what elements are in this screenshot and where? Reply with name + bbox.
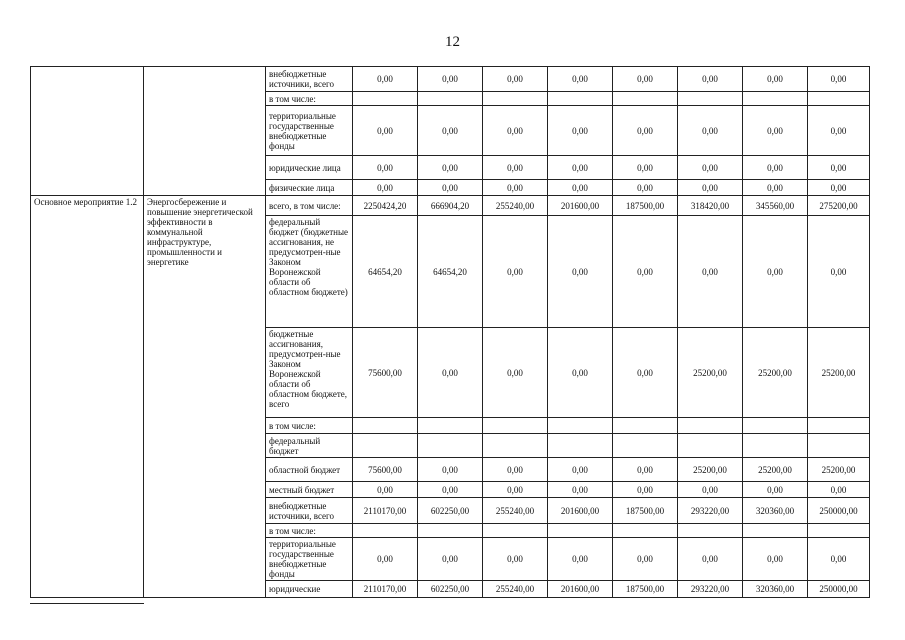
value-cell: 64654,20 xyxy=(418,216,483,328)
value-cell: 275200,00 xyxy=(808,196,870,216)
row-label: территориальные государственные внебюджетные фонды xyxy=(266,106,353,156)
value-cell: 0,00 xyxy=(613,538,678,581)
value-cell xyxy=(613,434,678,458)
value-cell: 255240,00 xyxy=(483,196,548,216)
value-cell: 0,00 xyxy=(353,156,418,180)
value-cell: 0,00 xyxy=(418,458,483,482)
value-cell: 0,00 xyxy=(548,482,613,498)
value-cell: 0,00 xyxy=(483,106,548,156)
value-cell: 0,00 xyxy=(353,106,418,156)
value-cell xyxy=(483,418,548,434)
value-cell: 25200,00 xyxy=(743,458,808,482)
value-cell: 0,00 xyxy=(678,538,743,581)
row-label: бюджетные ассигнования, предусмотрен-ные Законом Воронежской области об областном бюджете, всего xyxy=(266,328,353,418)
value-cell: 75600,00 xyxy=(353,458,418,482)
value-cell: 0,00 xyxy=(678,482,743,498)
value-cell: 0,00 xyxy=(613,106,678,156)
value-cell xyxy=(418,418,483,434)
row-label: всего, в том числе: xyxy=(266,196,353,216)
value-cell xyxy=(353,524,418,538)
value-cell: 201600,00 xyxy=(548,581,613,598)
value-cell: 0,00 xyxy=(743,67,808,92)
value-cell xyxy=(548,418,613,434)
value-cell: 187500,00 xyxy=(613,498,678,524)
value-cell: 0,00 xyxy=(548,180,613,196)
value-cell: 201600,00 xyxy=(548,196,613,216)
value-cell: 25200,00 xyxy=(808,328,870,418)
value-cell: 0,00 xyxy=(808,67,870,92)
value-cell: 64654,20 xyxy=(353,216,418,328)
value-cell: 0,00 xyxy=(483,216,548,328)
value-cell xyxy=(808,92,870,106)
value-cell: 0,00 xyxy=(548,156,613,180)
row-label: в том числе: xyxy=(266,418,353,434)
value-cell: 0,00 xyxy=(418,482,483,498)
value-cell: 0,00 xyxy=(613,216,678,328)
row-label: федеральный бюджет (бюджетные ассигнования, не предусмотрен-ные Законом Воронежской области об областном бюджете) xyxy=(266,216,353,328)
value-cell: 0,00 xyxy=(353,67,418,92)
value-cell: 0,00 xyxy=(678,156,743,180)
row-label: местный бюджет xyxy=(266,482,353,498)
value-cell xyxy=(743,434,808,458)
page-number: 12 xyxy=(445,34,460,50)
value-cell: 250000,00 xyxy=(808,581,870,598)
value-cell xyxy=(678,524,743,538)
value-cell: 293220,00 xyxy=(678,581,743,598)
value-cell xyxy=(418,92,483,106)
value-cell: 25200,00 xyxy=(678,328,743,418)
value-cell: 255240,00 xyxy=(483,581,548,598)
row-label: областной бюджет xyxy=(266,458,353,482)
value-cell: 0,00 xyxy=(418,156,483,180)
value-cell: 0,00 xyxy=(808,216,870,328)
value-cell: 0,00 xyxy=(743,216,808,328)
value-cell: 0,00 xyxy=(353,180,418,196)
value-cell: 250000,00 xyxy=(808,498,870,524)
table-body xyxy=(31,67,870,598)
value-cell: 0,00 xyxy=(743,538,808,581)
value-cell: 0,00 xyxy=(743,156,808,180)
value-cell: 0,00 xyxy=(483,328,548,418)
section-title-cell: Основное мероприятие 1.2 xyxy=(31,196,144,598)
value-cell: 0,00 xyxy=(613,156,678,180)
row-label: в том числе: xyxy=(266,524,353,538)
value-cell: 187500,00 xyxy=(613,581,678,598)
value-cell xyxy=(613,524,678,538)
prev-section-number-cell xyxy=(31,67,144,196)
value-cell xyxy=(613,92,678,106)
table-row xyxy=(31,196,870,216)
value-cell: 0,00 xyxy=(678,180,743,196)
value-cell: 0,00 xyxy=(418,67,483,92)
value-cell: 201600,00 xyxy=(548,498,613,524)
value-cell: 602250,00 xyxy=(418,498,483,524)
value-cell: 0,00 xyxy=(418,106,483,156)
value-cell: 0,00 xyxy=(808,106,870,156)
value-cell: 0,00 xyxy=(678,216,743,328)
value-cell: 0,00 xyxy=(548,538,613,581)
row-label: юридические xyxy=(266,581,353,598)
value-cell: 0,00 xyxy=(613,180,678,196)
value-cell xyxy=(548,434,613,458)
bottom-border-line xyxy=(30,603,144,604)
value-cell: 0,00 xyxy=(548,216,613,328)
value-cell xyxy=(743,92,808,106)
value-cell: 0,00 xyxy=(353,482,418,498)
value-cell: 0,00 xyxy=(418,180,483,196)
value-cell xyxy=(418,434,483,458)
row-label: физические лица xyxy=(266,180,353,196)
value-cell: 2250424,20 xyxy=(353,196,418,216)
value-cell: 0,00 xyxy=(678,67,743,92)
value-cell: 0,00 xyxy=(353,538,418,581)
value-cell xyxy=(743,524,808,538)
value-cell: 0,00 xyxy=(483,482,548,498)
value-cell xyxy=(613,418,678,434)
value-cell: 75600,00 xyxy=(353,328,418,418)
value-cell: 187500,00 xyxy=(613,196,678,216)
value-cell: 293220,00 xyxy=(678,498,743,524)
budget-table xyxy=(30,66,870,598)
value-cell: 0,00 xyxy=(483,156,548,180)
table-row xyxy=(31,67,870,92)
value-cell: 0,00 xyxy=(418,328,483,418)
value-cell: 0,00 xyxy=(613,458,678,482)
value-cell xyxy=(353,92,418,106)
value-cell: 0,00 xyxy=(743,106,808,156)
value-cell xyxy=(678,418,743,434)
value-cell xyxy=(548,92,613,106)
value-cell: 0,00 xyxy=(548,458,613,482)
value-cell xyxy=(808,434,870,458)
section-description-cell: Энергосбережение и повышение энергетической эффективности в коммунальной инфраструктуре, промышленности и энергетике xyxy=(144,196,266,598)
value-cell xyxy=(483,92,548,106)
value-cell: 0,00 xyxy=(613,328,678,418)
value-cell: 345560,00 xyxy=(743,196,808,216)
value-cell: 320360,00 xyxy=(743,498,808,524)
row-label: в том числе: xyxy=(266,92,353,106)
value-cell: 0,00 xyxy=(418,538,483,581)
value-cell: 2110170,00 xyxy=(353,498,418,524)
value-cell xyxy=(418,524,483,538)
value-cell: 25200,00 xyxy=(678,458,743,482)
prev-section-description-cell xyxy=(144,67,266,196)
value-cell: 0,00 xyxy=(743,180,808,196)
value-cell: 602250,00 xyxy=(418,581,483,598)
value-cell: 25200,00 xyxy=(808,458,870,482)
value-cell: 0,00 xyxy=(548,106,613,156)
value-cell xyxy=(678,434,743,458)
value-cell: 255240,00 xyxy=(483,498,548,524)
value-cell: 0,00 xyxy=(743,482,808,498)
value-cell: 2110170,00 xyxy=(353,581,418,598)
value-cell: 0,00 xyxy=(483,67,548,92)
value-cell: 0,00 xyxy=(678,106,743,156)
value-cell: 0,00 xyxy=(483,538,548,581)
value-cell: 0,00 xyxy=(808,482,870,498)
row-label: территориальные государственные внебюджетные фонды xyxy=(266,538,353,581)
value-cell: 25200,00 xyxy=(743,328,808,418)
value-cell: 0,00 xyxy=(548,67,613,92)
value-cell: 0,00 xyxy=(808,538,870,581)
value-cell xyxy=(743,418,808,434)
value-cell: 0,00 xyxy=(808,156,870,180)
row-label: внебюджетные источники, всего xyxy=(266,67,353,92)
value-cell: 666904,20 xyxy=(418,196,483,216)
row-label: федеральный бюджет xyxy=(266,434,353,458)
value-cell: 0,00 xyxy=(548,328,613,418)
value-cell xyxy=(808,418,870,434)
row-label: внебюджетные источники, всего xyxy=(266,498,353,524)
value-cell: 320360,00 xyxy=(743,581,808,598)
value-cell xyxy=(678,92,743,106)
value-cell: 0,00 xyxy=(483,458,548,482)
value-cell: 0,00 xyxy=(613,482,678,498)
value-cell xyxy=(353,434,418,458)
value-cell xyxy=(808,524,870,538)
value-cell xyxy=(483,524,548,538)
value-cell xyxy=(483,434,548,458)
value-cell xyxy=(548,524,613,538)
value-cell: 0,00 xyxy=(613,67,678,92)
row-label: юридические лица xyxy=(266,156,353,180)
value-cell: 318420,00 xyxy=(678,196,743,216)
value-cell: 0,00 xyxy=(483,180,548,196)
value-cell xyxy=(353,418,418,434)
value-cell: 0,00 xyxy=(808,180,870,196)
